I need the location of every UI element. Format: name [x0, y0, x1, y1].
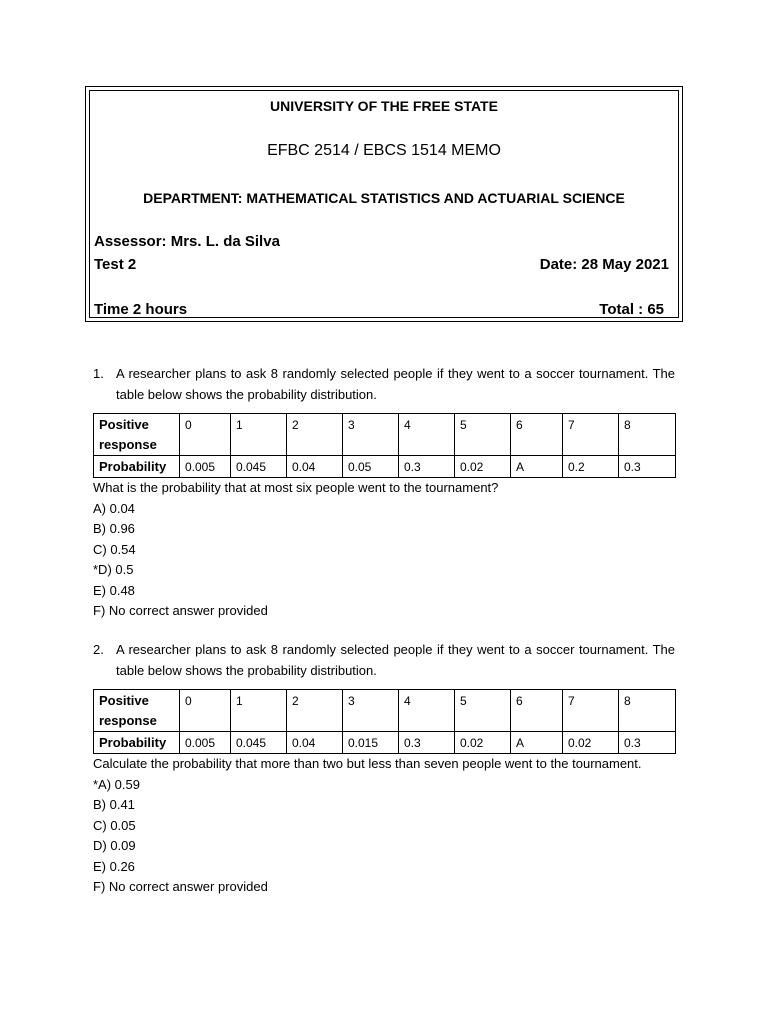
table-cell: 6 [511, 414, 563, 456]
table-row-probability [94, 732, 676, 754]
answer-option: E) 0.26 [93, 858, 135, 874]
header-inner-border [89, 90, 679, 318]
table-cell: 4 [399, 414, 455, 456]
question-prompt: What is the probability that at most six people went to the tournament? [93, 480, 499, 495]
answer-option: C) 0.05 [93, 817, 136, 833]
answer-option: F) No correct answer provided [93, 879, 268, 894]
table-cell: 0.04 [287, 732, 343, 754]
table-cell: 8 [619, 414, 676, 456]
table-cell: 0.3 [399, 732, 455, 754]
time-label: Time 2 hours [94, 301, 188, 318]
department-name: DEPARTMENT: MATHEMATICAL STATISTICS AND ACTUARIAL SCIENCE [143, 190, 625, 206]
table-cell: 0.05 [343, 456, 399, 478]
header-box [85, 86, 683, 322]
table-cell: 5 [455, 414, 511, 456]
table-cell: 0.02 [563, 732, 619, 754]
course-title: EFBC 2514 / EBCS 1514 MEMO [267, 142, 501, 159]
answer-option: E) 0.48 [93, 582, 135, 598]
row-label-response: Positive response [94, 690, 180, 732]
answer-option: F) No correct answer provided [93, 603, 268, 618]
table-cell: 4 [399, 690, 455, 732]
table-cell: 2 [287, 414, 343, 456]
table-cell: 7 [563, 690, 619, 732]
question-stem [93, 640, 675, 681]
table-cell: 0.3 [619, 732, 676, 754]
table-cell: 1 [231, 690, 287, 732]
table-cell: 5 [455, 690, 511, 732]
answer-option: B) 0.41 [93, 797, 135, 812]
table-cell: 1 [231, 414, 287, 456]
date-label: Date: 28 May 2021 [539, 256, 669, 273]
table-cell: 0.2 [563, 456, 619, 478]
question-prompt: Calculate the probability that more than two but less than seven people went to the tournament. [93, 756, 642, 771]
question-stem-text: A researcher plans to ask 8 randomly selected people if they went to a soccer tournament. The table below shows the probability distribution. [116, 366, 675, 402]
table-cell: 0.005 [180, 732, 231, 754]
table-cell: 8 [619, 690, 676, 732]
row-label-probability: Probability [94, 732, 180, 754]
question-stem-text: A researcher plans to ask 8 randomly selected people if they went to a soccer tournament. The table below shows the probability distribution. [116, 642, 675, 678]
table-cell: 0.3 [619, 456, 676, 478]
answer-option-correct: *D) 0.5 [93, 562, 134, 577]
row-label-response: Positive response [94, 414, 180, 456]
table-row-probability [94, 456, 676, 478]
table-cell: 0.015 [343, 732, 399, 754]
answer-option: D) 0.09 [93, 838, 136, 853]
table-cell: 3 [343, 690, 399, 732]
table-cell: 6 [511, 690, 563, 732]
table-cell: 0.02 [455, 456, 511, 478]
table-cell: 2 [287, 690, 343, 732]
table-cell: 0.045 [231, 456, 287, 478]
answer-option-correct: *A) 0.59 [93, 776, 140, 792]
table-cell: 0 [180, 414, 231, 456]
table-cell: 0 [180, 690, 231, 732]
table-cell: 0.005 [180, 456, 231, 478]
question-2 [93, 640, 675, 898]
answer-option: B) 0.96 [93, 521, 135, 536]
table-row-response [94, 690, 676, 732]
question-number: 2. [93, 642, 104, 657]
distribution-table [93, 413, 676, 478]
table-row-response [94, 414, 676, 456]
answer-option: C) 0.54 [93, 541, 136, 557]
answer-option: A) 0.04 [93, 500, 135, 516]
assessor-line: Assessor: Mrs. L. da Silva [94, 233, 280, 250]
table-cell: 0.02 [455, 732, 511, 754]
question-number: 1. [93, 366, 104, 381]
question-stem [93, 364, 675, 405]
table-cell: 0.04 [287, 456, 343, 478]
question-1 [93, 364, 675, 622]
table-cell: A [511, 456, 563, 478]
total-label: Total : 65 [599, 301, 664, 318]
test-label: Test 2 [94, 256, 137, 273]
row-label-probability: Probability [94, 456, 180, 478]
table-cell: A [511, 732, 563, 754]
table-cell: 0.045 [231, 732, 287, 754]
table-cell: 0.3 [399, 456, 455, 478]
university-name: UNIVERSITY OF THE FREE STATE [270, 98, 498, 114]
table-cell: 7 [563, 414, 619, 456]
table-cell: 3 [343, 414, 399, 456]
distribution-table [93, 689, 676, 754]
